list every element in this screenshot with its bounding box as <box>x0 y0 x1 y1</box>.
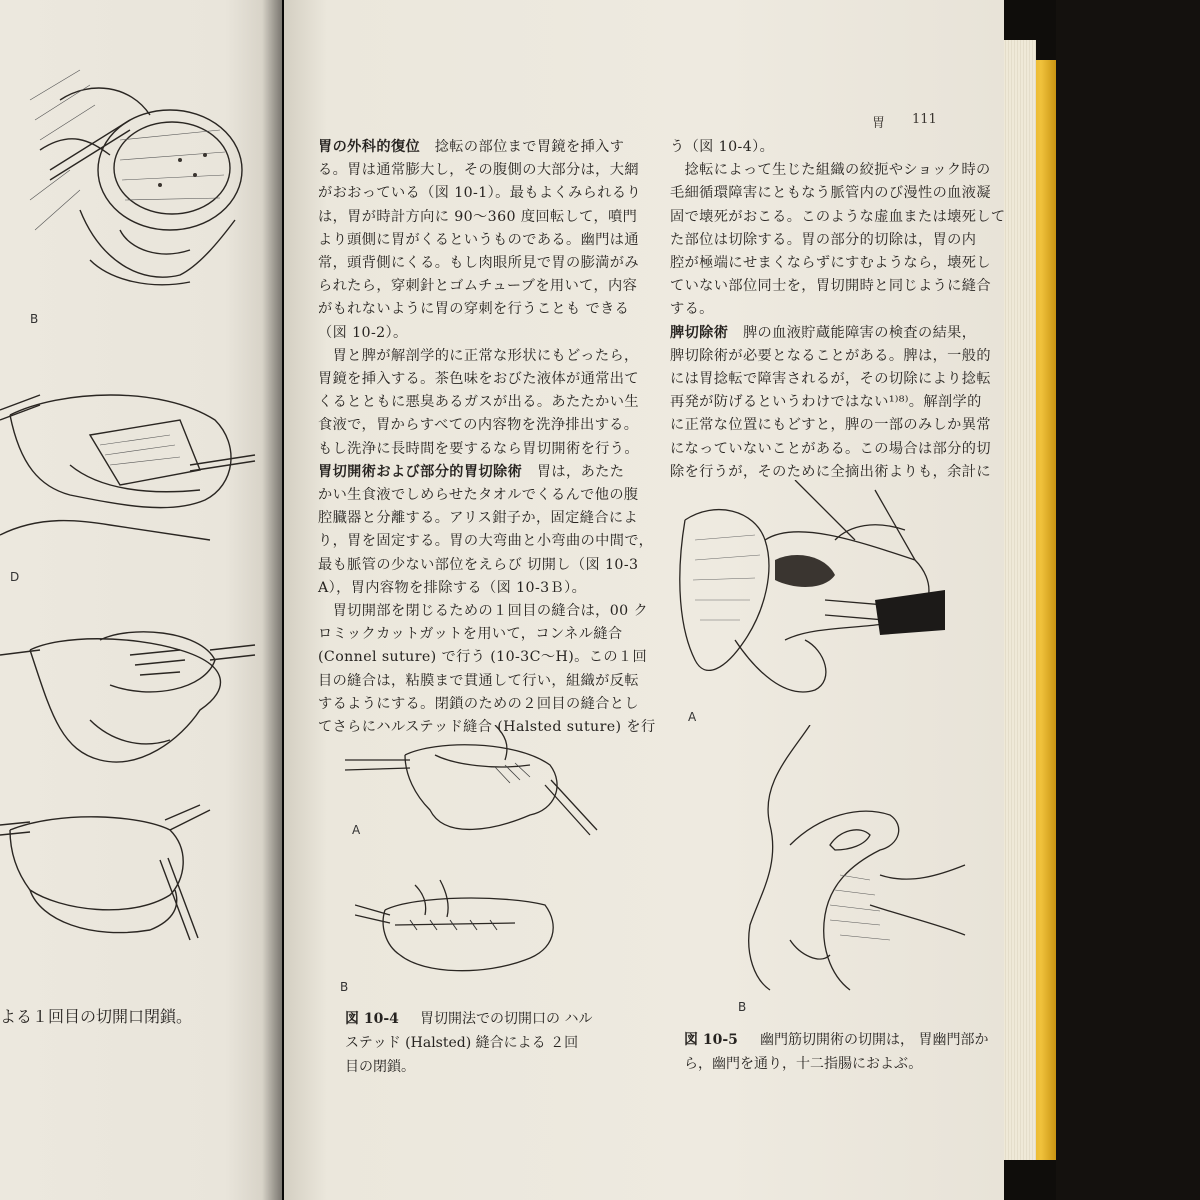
text-line-content: 固で壊死がおこる。このような虚血または壊死して <box>670 208 1006 225</box>
section-heading: 脾切除術 <box>670 324 729 341</box>
text-line-content: （図 10-2）。 <box>318 324 408 341</box>
text-line-content: がおおっている（図 10-1）。最もよくみられるり <box>318 185 642 202</box>
text-line-content: 食液で，胃からすべての内容物を洗浄排出する。 <box>318 417 639 434</box>
text-line-content: ていない部位同士を，胃切開時と同じように縫合 <box>670 278 991 295</box>
surgical-illustration-left-e <box>0 610 260 775</box>
running-title: 胃 <box>872 116 886 131</box>
section-heading: 胃の外科的復位 <box>318 139 421 155</box>
text-line-content: た部位は切除する。胃の部分的切除は，胃の内 <box>670 231 977 248</box>
figure-10-5-panel-a <box>675 480 955 720</box>
text-line-content: には胃捻転で障害されるが，その切除により捻転 <box>670 371 991 387</box>
text-line-content: られたら，穿刺針とゴムチューブを用いて，内容 <box>318 278 638 295</box>
text-line-content: になっていないことがある。この場合は部分的切 <box>670 440 991 457</box>
text-line-content: 腔が極端にせまくならずにすむようなら，壊死し <box>670 255 991 271</box>
figure-10-5-label-a: A <box>688 710 697 724</box>
surgical-illustration-left-f <box>0 800 260 960</box>
figure-label-b: B <box>30 312 39 326</box>
surgical-illustration-left-c <box>0 375 260 560</box>
text-line-content: 脾の血液貯蔵能障害の検査の結果， <box>742 324 977 341</box>
text-line-content: がもれないように胃の穿刺を行うことも できる <box>318 301 630 318</box>
text-line-content: 捻転によって生じた組織の絞扼やショック時の <box>670 162 991 179</box>
text-line-content: は，胃が時計方向に 90～360 度回転して，噴門 <box>318 208 638 225</box>
text-line-content: 胃は，あたた <box>536 463 625 480</box>
figure-label-d: D <box>10 570 20 584</box>
figure-10-4-caption-line-1: 胃切開法での切開口の ハル <box>420 1011 593 1027</box>
background-dark <box>1056 0 1200 1200</box>
text-line-content: するようにする。閉鎖のための２回目の縫合とし <box>318 695 639 712</box>
text-line-content: 捻転の部位まで胃鏡を挿入す <box>434 139 625 155</box>
text-line-content: 腔臓器と分離する。アリス鉗子か，固定縫合によ <box>318 510 639 527</box>
text-line-content: もし洗浄に長時間を要するなら胃切開術を行う。 <box>318 440 639 457</box>
text-line-content: り，胃を固定する。胃の大弯曲と小弯曲の中間で， <box>318 533 654 550</box>
figure-10-4-caption-line-3: 目の閉鎖。 <box>345 1059 415 1075</box>
text-line-content: ロミックカットガットを用いて，コンネル縫合 <box>318 626 623 643</box>
text-line-content: より頭側に胃がくるというものである。幽門は通 <box>318 231 639 248</box>
figure-10-4-caption-number-text: 図 10-4 <box>345 1011 399 1027</box>
text-line-content: う（図 10-4）。 <box>670 139 775 155</box>
text-line-content: 毛細循環障害にともなう脈管内のび漫性の血液凝 <box>670 185 991 202</box>
text-line-content: る。胃は通常膨大し，その腹側の大部分は，大網 <box>318 162 639 179</box>
text-line-content: 脾切除術が必要となることがある。脾は，一般的 <box>670 347 991 364</box>
figure-10-5-panel-b <box>730 725 970 995</box>
text-line-content: 再発が防げるというわけではない¹⁾⁸⁾。解剖学的 <box>670 394 982 411</box>
page-number: 111 <box>912 112 937 127</box>
figure-10-4-label-b: B <box>340 980 349 994</box>
text-line-content: 除を行うが，そのために全摘出術よりも，余計に <box>670 463 991 480</box>
left-page <box>0 0 282 1200</box>
text-line-content: 常，頭背側にくる。もし肉眼所見で胃の膨満がみ <box>318 255 639 271</box>
figure-10-4-label-a: A <box>352 823 361 837</box>
section-heading: 胃切開術および部分的胃切除術 <box>318 463 523 480</box>
figure-10-5-caption-number <box>684 1028 738 1052</box>
figure-10-4-caption-number <box>345 1007 399 1031</box>
left-caption-fragment: よる１回目の切開口閉鎖。 <box>0 1007 193 1026</box>
text-line-content: 胃と脾が解剖学的に正常な形状にもどったら， <box>318 347 639 364</box>
text-line-content: 胃切開部を閉じるための１回目の縫合は，00 ク <box>318 603 649 619</box>
text-line-content: 最も脈管の少ない部位をえらび 切開し（図 10-3 <box>318 556 639 573</box>
text-line-content: てさらにハルステッド縫合 (Halsted suture) を行 <box>318 719 656 735</box>
text-line-content: (Connel suture) で行う (10-3C～H)。この１回 <box>318 649 648 666</box>
figure-10-5-caption-line-1: 幽門筋切開術の切開は， 胃幽門部か <box>760 1032 989 1048</box>
figure-10-5-caption-number-text: 図 10-5 <box>684 1032 738 1048</box>
figure-10-5-caption-line-2: ら，幽門を通り，十二指腸におよぶ。 <box>684 1056 923 1072</box>
text-line-content: A），胃内容物を排除する（図 10-3Ｂ）。 <box>318 579 587 596</box>
figure-10-4-panel-b <box>355 875 595 985</box>
text-line-content: かい生食液でしめらせたタオルでくるんで他の腹 <box>318 487 639 503</box>
text-line-content: する。 <box>670 301 714 318</box>
figure-10-4-caption-line-2: ステッド (Halsted) 縫合による ２回 <box>345 1035 579 1051</box>
text-line-content: 目の縫合は，粘膜まで貫通して行い，組織が反転 <box>318 672 639 689</box>
surgical-illustration-left-b <box>20 60 265 295</box>
figure-10-5-label-b: B <box>738 1000 747 1014</box>
text-line <box>670 272 991 300</box>
text-line-content: 胃鏡を挿入する。茶色味をおびた液体が通常出て <box>318 371 639 387</box>
figure-10-4-panel-a <box>345 725 605 845</box>
text-line-content: くるとともに悪臭あるガスが出る。あたたかい生 <box>318 394 639 411</box>
text-line-content: に正常な位置にもどすと，脾の一部のみしか異常 <box>670 417 991 434</box>
